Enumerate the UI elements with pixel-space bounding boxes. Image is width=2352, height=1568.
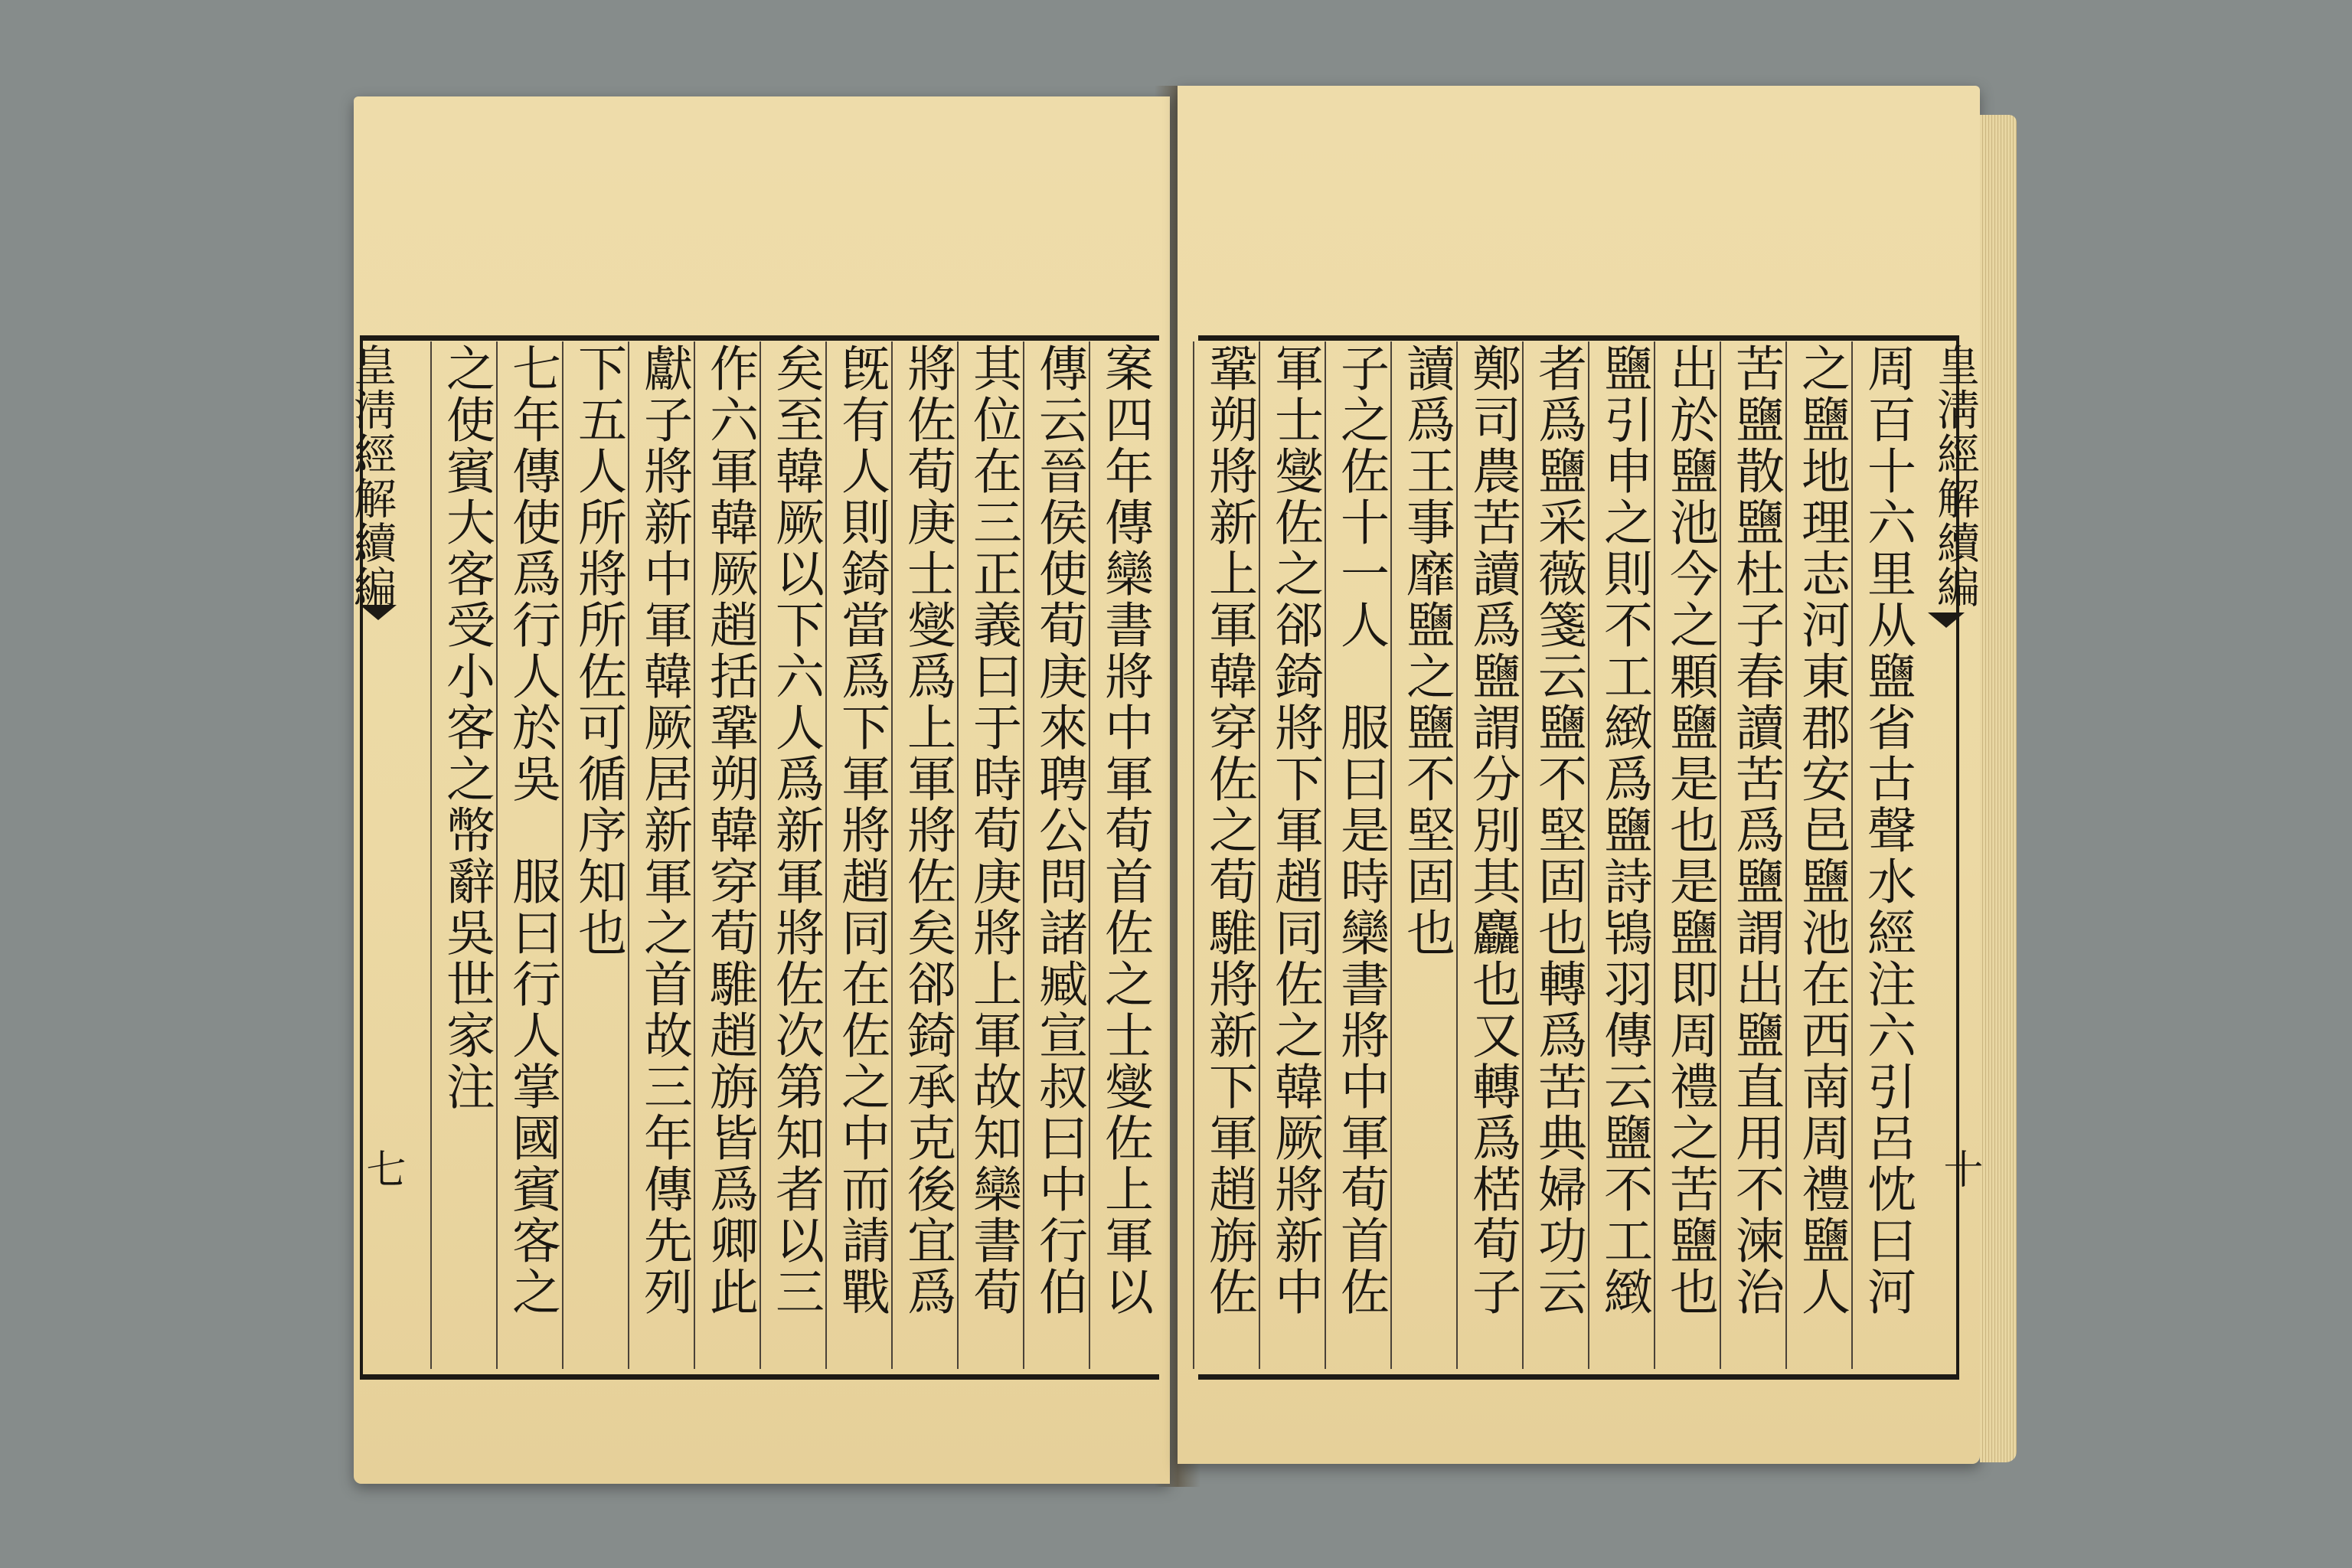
left-column-3: 其位在三正義曰于時荀庚將上軍故知欒書荀 (965, 343, 1021, 1318)
left-column-7: 作六軍韓厥趙括鞏朔韓穿荀騅趙旃皆爲卿此 (701, 343, 758, 1318)
left-column-11: 之使賓大客受小客之幣辭吳世家注 (438, 343, 495, 1112)
left-column-1: 案四年傳欒書將中軍荀首佐之士燮佐上軍以 (1096, 343, 1153, 1318)
right-column-1: 周百十六里从鹽省古聲水經注六引呂忱曰河 (1859, 343, 1916, 1318)
left-column-8: 獻子將新中軍韓厥居新軍之首故三年傳先列 (635, 343, 692, 1318)
right-page-header (1926, 343, 1981, 1366)
right-column-8: 讀爲王事靡鹽之鹽不堅固也 (1398, 343, 1455, 959)
left-fold-number: 七 (359, 1148, 405, 1188)
left-column-9: 下五人所將所佐可循序知也 (570, 343, 626, 959)
right-column-3: 苦鹽散鹽杜子春讀苦爲鹽謂出鹽直用不湅治 (1727, 343, 1784, 1318)
left-section-title (343, 366, 345, 1366)
left-column-4: 將佐荀庚士燮爲上軍將佐矣郤錡承克後宜爲 (899, 343, 956, 1318)
right-column-2: 之鹽地理志河東郡安邑鹽池在西南周禮鹽人 (1793, 343, 1850, 1318)
right-column-6: 者爲鹽采薇箋云鹽不堅固也轉爲苦典婦功云 (1530, 343, 1586, 1318)
left-column-5: 旣有人則錡當爲下軍將趙同在佐之中而請戰 (833, 343, 890, 1318)
right-column-11: 鞏朔將新上軍韓穿佐之荀騅將新下軍趙旃佐 (1200, 343, 1257, 1318)
right-column-5: 鹽引申之則不工緻爲鹽詩鴇羽傳云鹽不工緻 (1596, 343, 1652, 1318)
left-column-6: 矣至韓厥以下六人爲新軍將佐次第知者以三 (767, 343, 824, 1318)
left-page-header (343, 343, 398, 1366)
right-column-4: 出於鹽池今之顆鹽是也是鹽即周禮之苦鹽也 (1661, 343, 1718, 1318)
right-column-rule (1193, 341, 1194, 1369)
left-column-10: 七年傳使爲行人於吳 服曰行人掌國賓客之 (504, 343, 560, 1318)
left-column-2: 傳云晉侯使荀庚來聘公問諸臧宣叔曰中行伯 (1031, 343, 1087, 1318)
right-fold-number: 十 (1936, 1148, 1982, 1188)
right-header-title: 皇淸經解續編 (1930, 343, 1980, 609)
right-column-10: 軍士燮佐之郤錡將下軍趙同佐之韓厥將新中 (1266, 343, 1323, 1318)
right-column-7: 鄭司農苦讀爲鹽謂分別其麤也又轉爲楛荀子 (1464, 343, 1521, 1318)
left-column-rule (430, 341, 432, 1369)
right-column-9: 子之佐十一人 服曰是時欒書將中軍荀首佐 (1332, 343, 1389, 1318)
page-edge-stack (1980, 115, 2017, 1462)
left-header-title: 皇淸經解續編 (347, 343, 397, 609)
